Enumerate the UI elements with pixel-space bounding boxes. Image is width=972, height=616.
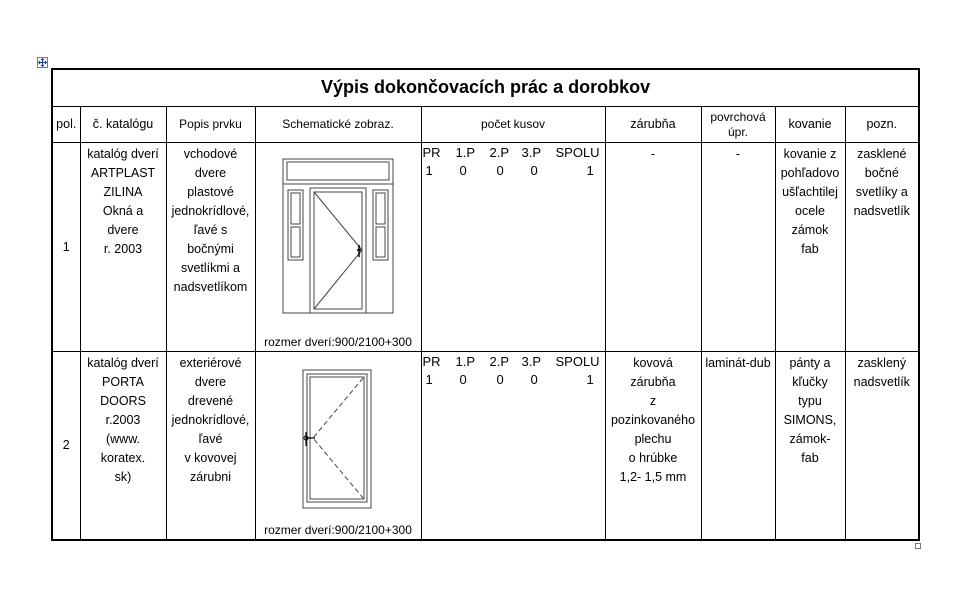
- exterior-door-drawing: [301, 368, 373, 510]
- cell-pol[interactable]: 1: [52, 143, 80, 352]
- cell-povrch[interactable]: [701, 143, 775, 352]
- qty-value-pr: 1: [425, 163, 433, 178]
- pozn-text: zasklené bočné svetlíky a nadsvetlík: [853, 147, 910, 218]
- kovanie-text: kovanie z pohľadovo ušľachtilej ocele zámok fab: [780, 147, 840, 256]
- povrch-text: laminát-dub: [705, 356, 771, 370]
- table-row: [52, 143, 919, 352]
- qty-value-2p: 0: [496, 163, 504, 178]
- cell-schema[interactable]: [255, 352, 421, 541]
- popis-text: exteriérové dvere drevené jednokrídlové, ľavé v kovovej zárubni: [171, 356, 250, 484]
- quantity-block: [422, 352, 605, 539]
- qty-value-spolu: 1: [586, 372, 594, 387]
- cell-katalog[interactable]: [80, 352, 166, 541]
- katalog-text: katalóg dverí ARTPLAST ZILINA Okná a dvere r. 2003: [87, 147, 159, 256]
- qty-label-3p: 3.P: [521, 145, 542, 160]
- header-row: [52, 107, 919, 143]
- katalog-text: katalóg dverí PORTA DOORS r.2003 (www. koratex. sk): [87, 356, 159, 484]
- header-popis[interactable]: Popis prvku: [166, 107, 255, 143]
- qty-label-spolu: SPOLU: [555, 354, 600, 369]
- qty-value-1p: 0: [459, 163, 467, 178]
- qty-label-pr: PR: [422, 354, 441, 369]
- cell-pol[interactable]: 2: [52, 352, 80, 541]
- cell-popis[interactable]: [166, 352, 255, 541]
- qty-label-pr: PR: [422, 145, 441, 160]
- table-title: Výpis dokončovacích prác a dorobkov: [320, 76, 651, 97]
- spec-table: [51, 68, 920, 541]
- cell-kovanie[interactable]: [775, 352, 845, 541]
- qty-label-spolu: SPOLU: [555, 145, 600, 160]
- qty-value-3p: 0: [530, 163, 538, 178]
- zarubna-text: -: [650, 147, 656, 161]
- dimension-label: rozmer dverí:900/2100+300: [264, 335, 412, 349]
- move-arrows-icon: [38, 58, 47, 67]
- qty-label-3p: 3.P: [521, 354, 542, 369]
- header-kovanie[interactable]: kovanie: [775, 107, 845, 143]
- cell-katalog[interactable]: [80, 143, 166, 352]
- table-move-handle[interactable]: [37, 57, 48, 68]
- kovanie-text: pánty a kľučky typu SIMONS, zámok- fab: [783, 356, 837, 465]
- table-title-cell[interactable]: [52, 69, 919, 107]
- qty-label-1p: 1.P: [455, 354, 476, 369]
- cell-pozn[interactable]: [845, 143, 919, 352]
- dimension-label: rozmer dverí:900/2100+300: [264, 523, 412, 537]
- quantity-block: [422, 143, 605, 351]
- cell-schema[interactable]: [255, 143, 421, 352]
- table-row: [52, 352, 919, 541]
- qty-value-pr: 1: [425, 372, 433, 387]
- header-zarubna[interactable]: zárubňa: [605, 107, 701, 143]
- qty-value-2p: 0: [496, 372, 504, 387]
- cell-zarubna[interactable]: [605, 352, 701, 541]
- header-schema[interactable]: Schematické zobraz.: [255, 107, 421, 143]
- table-resize-handle[interactable]: [915, 543, 921, 549]
- cell-pocet[interactable]: [421, 143, 605, 352]
- header-katalog[interactable]: č. katalógu: [80, 107, 166, 143]
- qty-value-3p: 0: [530, 372, 538, 387]
- cell-kovanie[interactable]: [775, 143, 845, 352]
- entrance-door-drawing: [279, 157, 397, 317]
- qty-label-1p: 1.P: [455, 145, 476, 160]
- header-pozn[interactable]: pozn.: [845, 107, 919, 143]
- qty-label-2p: 2.P: [489, 354, 510, 369]
- pozn-text: zasklený nadsvetlík: [853, 356, 910, 389]
- cell-pocet[interactable]: [421, 352, 605, 541]
- header-povrch[interactable]: povrchová úpr.: [701, 107, 775, 143]
- qty-label-2p: 2.P: [489, 145, 510, 160]
- header-pol[interactable]: pol.: [52, 107, 80, 143]
- header-pocet[interactable]: počet kusov: [421, 107, 605, 143]
- cell-pozn[interactable]: [845, 352, 919, 541]
- cell-zarubna[interactable]: [605, 143, 701, 352]
- zarubna-text: kovová zárubňa z pozinkovaného plechu o hrúbke 1,2- 1,5 mm: [610, 356, 696, 484]
- qty-value-1p: 0: [459, 372, 467, 387]
- popis-text: vchodové dvere plastové jednokrídlové, ľavé s bočnými svetlíkmi a nadsvetlíkom: [171, 147, 250, 294]
- povrch-text: -: [735, 147, 741, 161]
- cell-povrch[interactable]: [701, 352, 775, 541]
- qty-value-spolu: 1: [586, 163, 594, 178]
- cell-popis[interactable]: [166, 143, 255, 352]
